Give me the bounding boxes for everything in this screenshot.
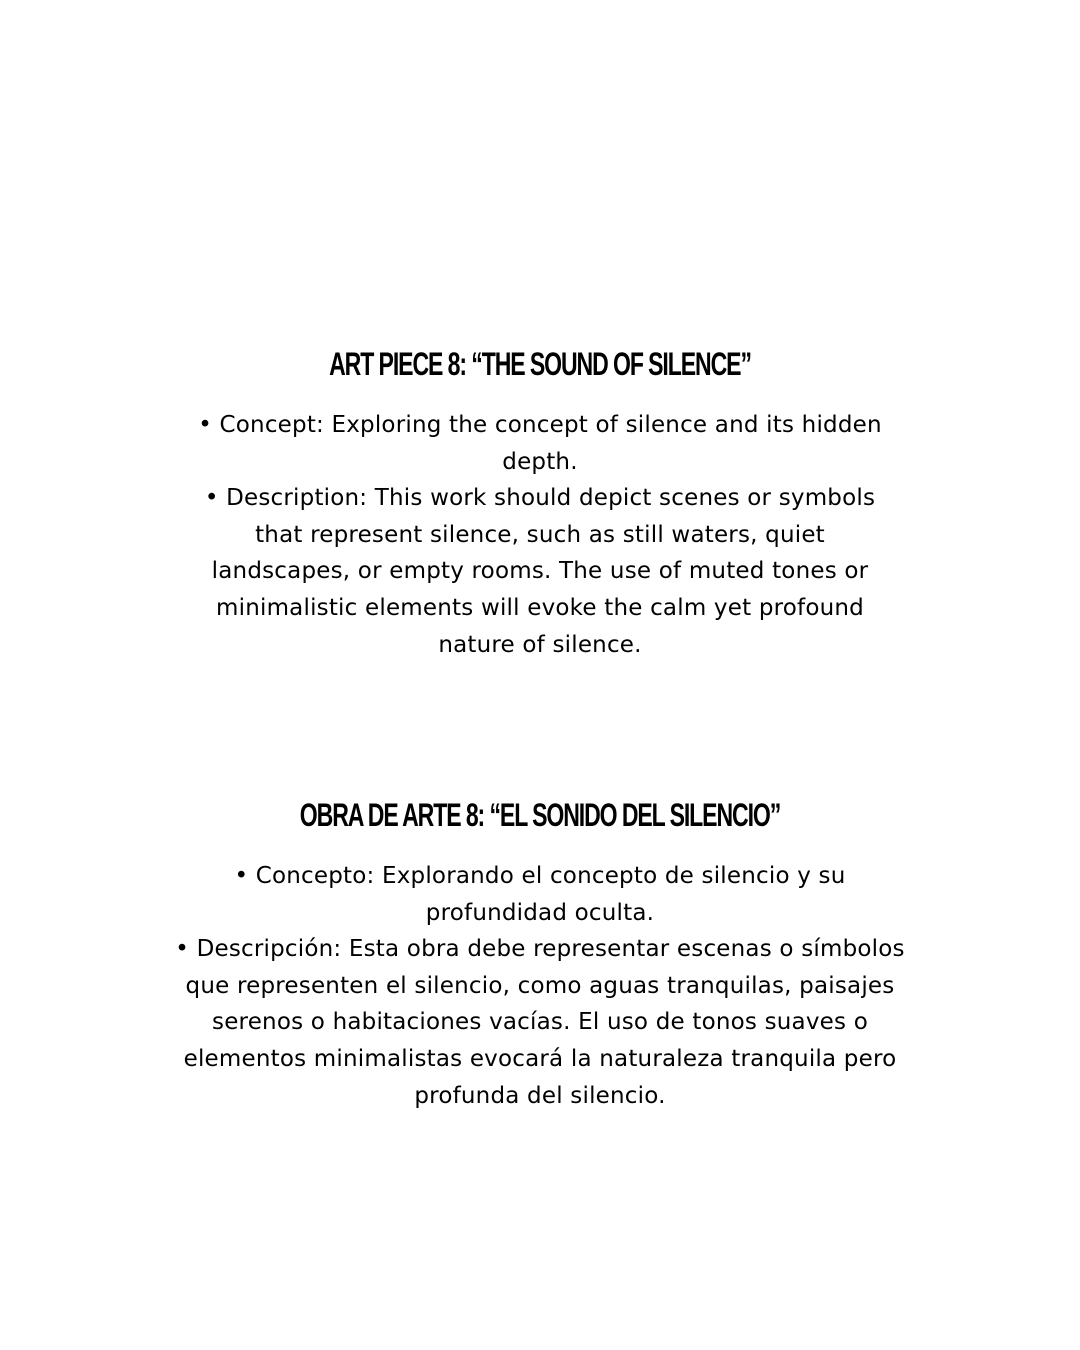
spanish-heading: OBRA DE ARTE 8: “EL SONIDO DEL SILENCIO” (299, 797, 781, 833)
spanish-section (0, 792, 1080, 1114)
spanish-concept: • Concepto: Explorando el concepto de silencio y su profundidad oculta. (234, 863, 846, 926)
english-body (190, 407, 890, 663)
spanish-description: • Descripción: Esta obra debe representar escenas o símbolos que representen el silencio, como aguas tranquilas, paisajes serenos o habitaciones vacías. El uso de tonos suaves o elementos minimalistas evocará la naturaleza tranquila pero profunda del silencio. (175, 936, 905, 1109)
english-section (0, 341, 1080, 663)
english-concept: • Concept: Exploring the concept of silence and its hidden depth. (198, 412, 882, 475)
english-heading: ART PIECE 8: “THE SOUND OF SILENCE” (329, 346, 751, 382)
spanish-body (170, 858, 910, 1114)
english-description: • Description: This work should depict scenes or symbols that represent silence, such as still waters, quiet landscapes, or empty rooms. The use of muted tones or minimalistic elements will evoke the calm yet profound nature of silence. (204, 485, 876, 658)
